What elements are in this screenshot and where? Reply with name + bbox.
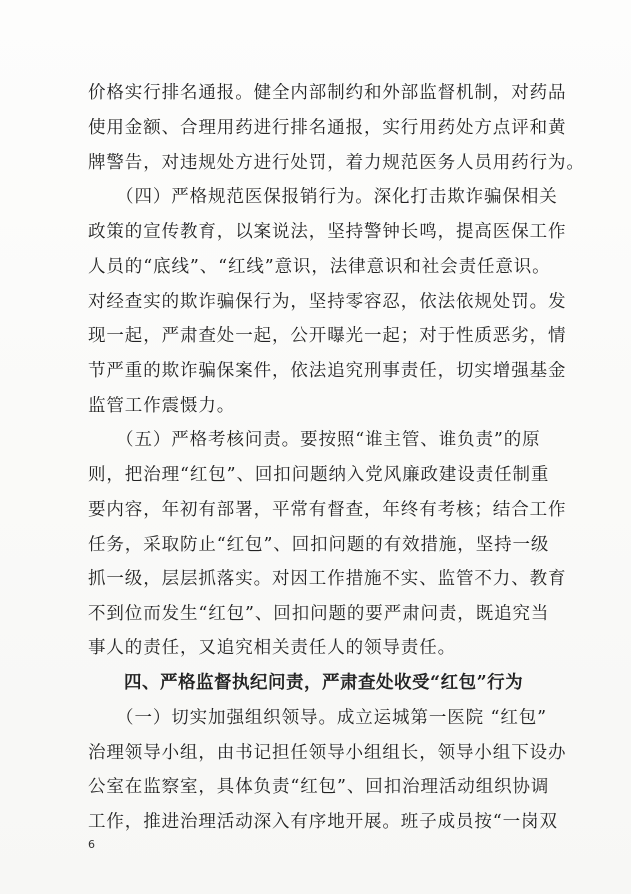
body-text-line: 对经查实的欺诈骗保行为，坚持零容忍，依法依规处罚。发	[88, 292, 567, 312]
body-text-line: 政策的宣传教育，以案说法，坚持警钟长鸣，提高医保工作	[88, 222, 567, 242]
body-text-line: 监管工作震慑力。	[88, 396, 236, 416]
page-number: 6	[88, 838, 95, 851]
body-text-line: 公室在监察室，具体负责“红包”、回扣治理活动组织协调	[88, 777, 550, 797]
body-text-line: 抓一级，层层抓落实。对因工作措施不实、监管不力、教育	[88, 569, 567, 589]
body-text-line: 人员的“底线”、“红线”意识，法律意识和社会责任意识。	[88, 257, 551, 277]
body-text-line: 要内容，年初有部署，平常有督查，年终有考核；结合工作	[88, 500, 567, 520]
body-text-line: 不到位而发生“红包”、回扣问题的要严肃问责，既追究当	[88, 604, 550, 624]
body-text-line: 使用金额、合理用药进行排名通报，实行用药处方点评和黄	[88, 118, 567, 138]
body-text-line: 现一起，严肃查处一起，公开曝光一起；对于性质恶劣，情	[88, 326, 567, 346]
body-text-line: 价格实行排名通报。健全内部制约和外部监督机制，对药品	[88, 83, 567, 103]
body-text-line: 事人的责任，又追究相关责任人的领导责任。	[88, 638, 456, 658]
body-text-line: 任务，采取防止“红包”、回扣问题的有效措施，坚持一级	[88, 535, 550, 555]
body-text-line: 则，把治理“红包”、回扣问题纳入党风廉政建设责任制重	[88, 465, 550, 485]
section-four-line: （四）严格规范医保报销行为。深化打击欺诈骗保相关	[88, 187, 558, 207]
body-text-line: 节严重的欺诈骗保案件，依法追究刑事责任，切实增强基金	[88, 361, 567, 381]
section-five-line: （五）严格考核问责。要按照“谁主管、谁负责”的原	[88, 430, 541, 450]
body-text-line: 工作，推进治理活动深入有序地开展。班子成员按“一岗双	[88, 812, 558, 832]
section-heading: 四、严格监督执纪问责，严肃查处收受“红包”行为	[88, 673, 524, 693]
body-text-line: 牌警告，对违规处方进行处罚，着力规范医务人员用药行为。	[88, 153, 585, 173]
subsection-one-line: （一）切实加强组织领导。成立运城第一医院 “红包”	[88, 708, 548, 728]
body-text-line: 治理领导小组，由书记担任领导小组组长，领导小组下设办	[88, 743, 567, 763]
